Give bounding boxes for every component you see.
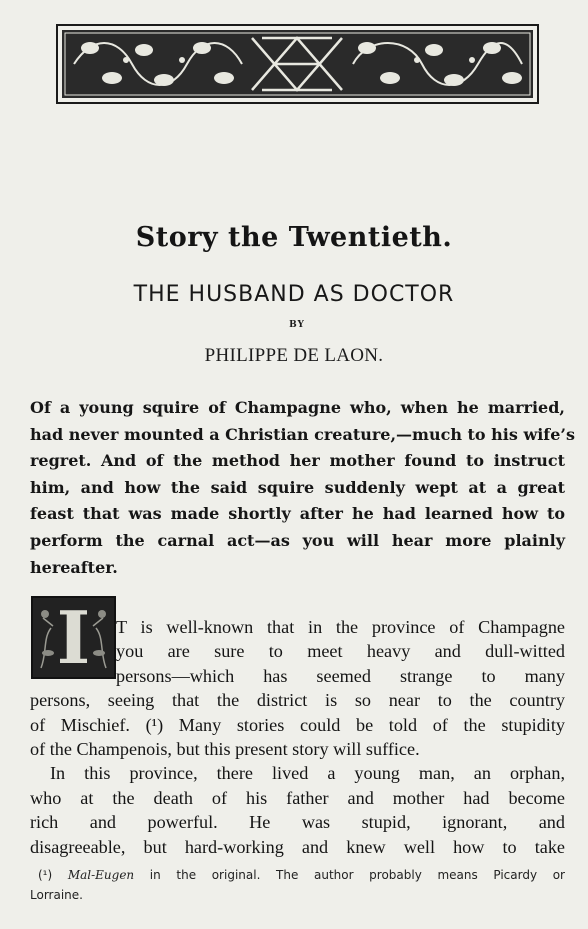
- footnote-marker: (¹): [38, 868, 53, 882]
- summary-line: perform the carnal act—as you will hear more plainly: [30, 530, 565, 550]
- body-line: persons, seeing that the district is so near to the country: [30, 690, 565, 711]
- body-line: rich and powerful. He was stupid, ignorant, and: [30, 812, 565, 833]
- chapter-title: THE HUSBAND AS DOCTOR: [133, 282, 455, 307]
- body-line: of the Champenois, but this present story will suffice.: [30, 739, 420, 760]
- author-name: PHILIPPE DE LAON.: [204, 345, 384, 366]
- summary-line: hereafter.: [30, 557, 118, 577]
- body-line: persons—which has seemed strange to many: [116, 665, 565, 686]
- chapter-summary: [30, 395, 575, 581]
- story-title: Story the Twentieth.: [135, 222, 453, 253]
- summary-line: feast that was made shortly after he had learned how to: [30, 504, 565, 524]
- footnote-line: Lorraine.: [30, 887, 83, 902]
- by-line: BY: [289, 320, 305, 330]
- summary-line: Of a young squire of Champagne who, when he married,: [30, 398, 565, 417]
- footnote-line: [30, 866, 565, 886]
- footnote-text: in the original. The author probably means Picardy or: [134, 868, 565, 882]
- body-line: disagreeable, but hard-working and knew well how to take: [30, 836, 565, 857]
- summary-line: had never mounted a Christian creature,—much to his wife’s: [30, 424, 575, 444]
- summary-line: him, and how the said squire suddenly wept at a great: [30, 477, 565, 497]
- body-line: who at the death of his father and mother had become: [30, 787, 565, 808]
- ornamental-header-band: [56, 24, 539, 104]
- body-line: T is well-known that in the province of Champagne: [116, 617, 565, 637]
- summary-line: regret. And of the method her mother found to instruct: [30, 451, 565, 471]
- footnote: [30, 866, 565, 905]
- foliage-ornament-icon: [62, 30, 533, 98]
- body-text: [30, 615, 565, 859]
- body-line: you are sure to meet heavy and dull-witted: [116, 641, 565, 662]
- drop-cap-letter: I: [56, 595, 91, 680]
- footnote-term: Mal-Eugen: [67, 868, 135, 882]
- body-line: In this province, there lived a young man, an orphan,: [50, 763, 565, 784]
- body-line: of Mischief. (¹) Many stories could be told of the stupidity: [30, 714, 565, 735]
